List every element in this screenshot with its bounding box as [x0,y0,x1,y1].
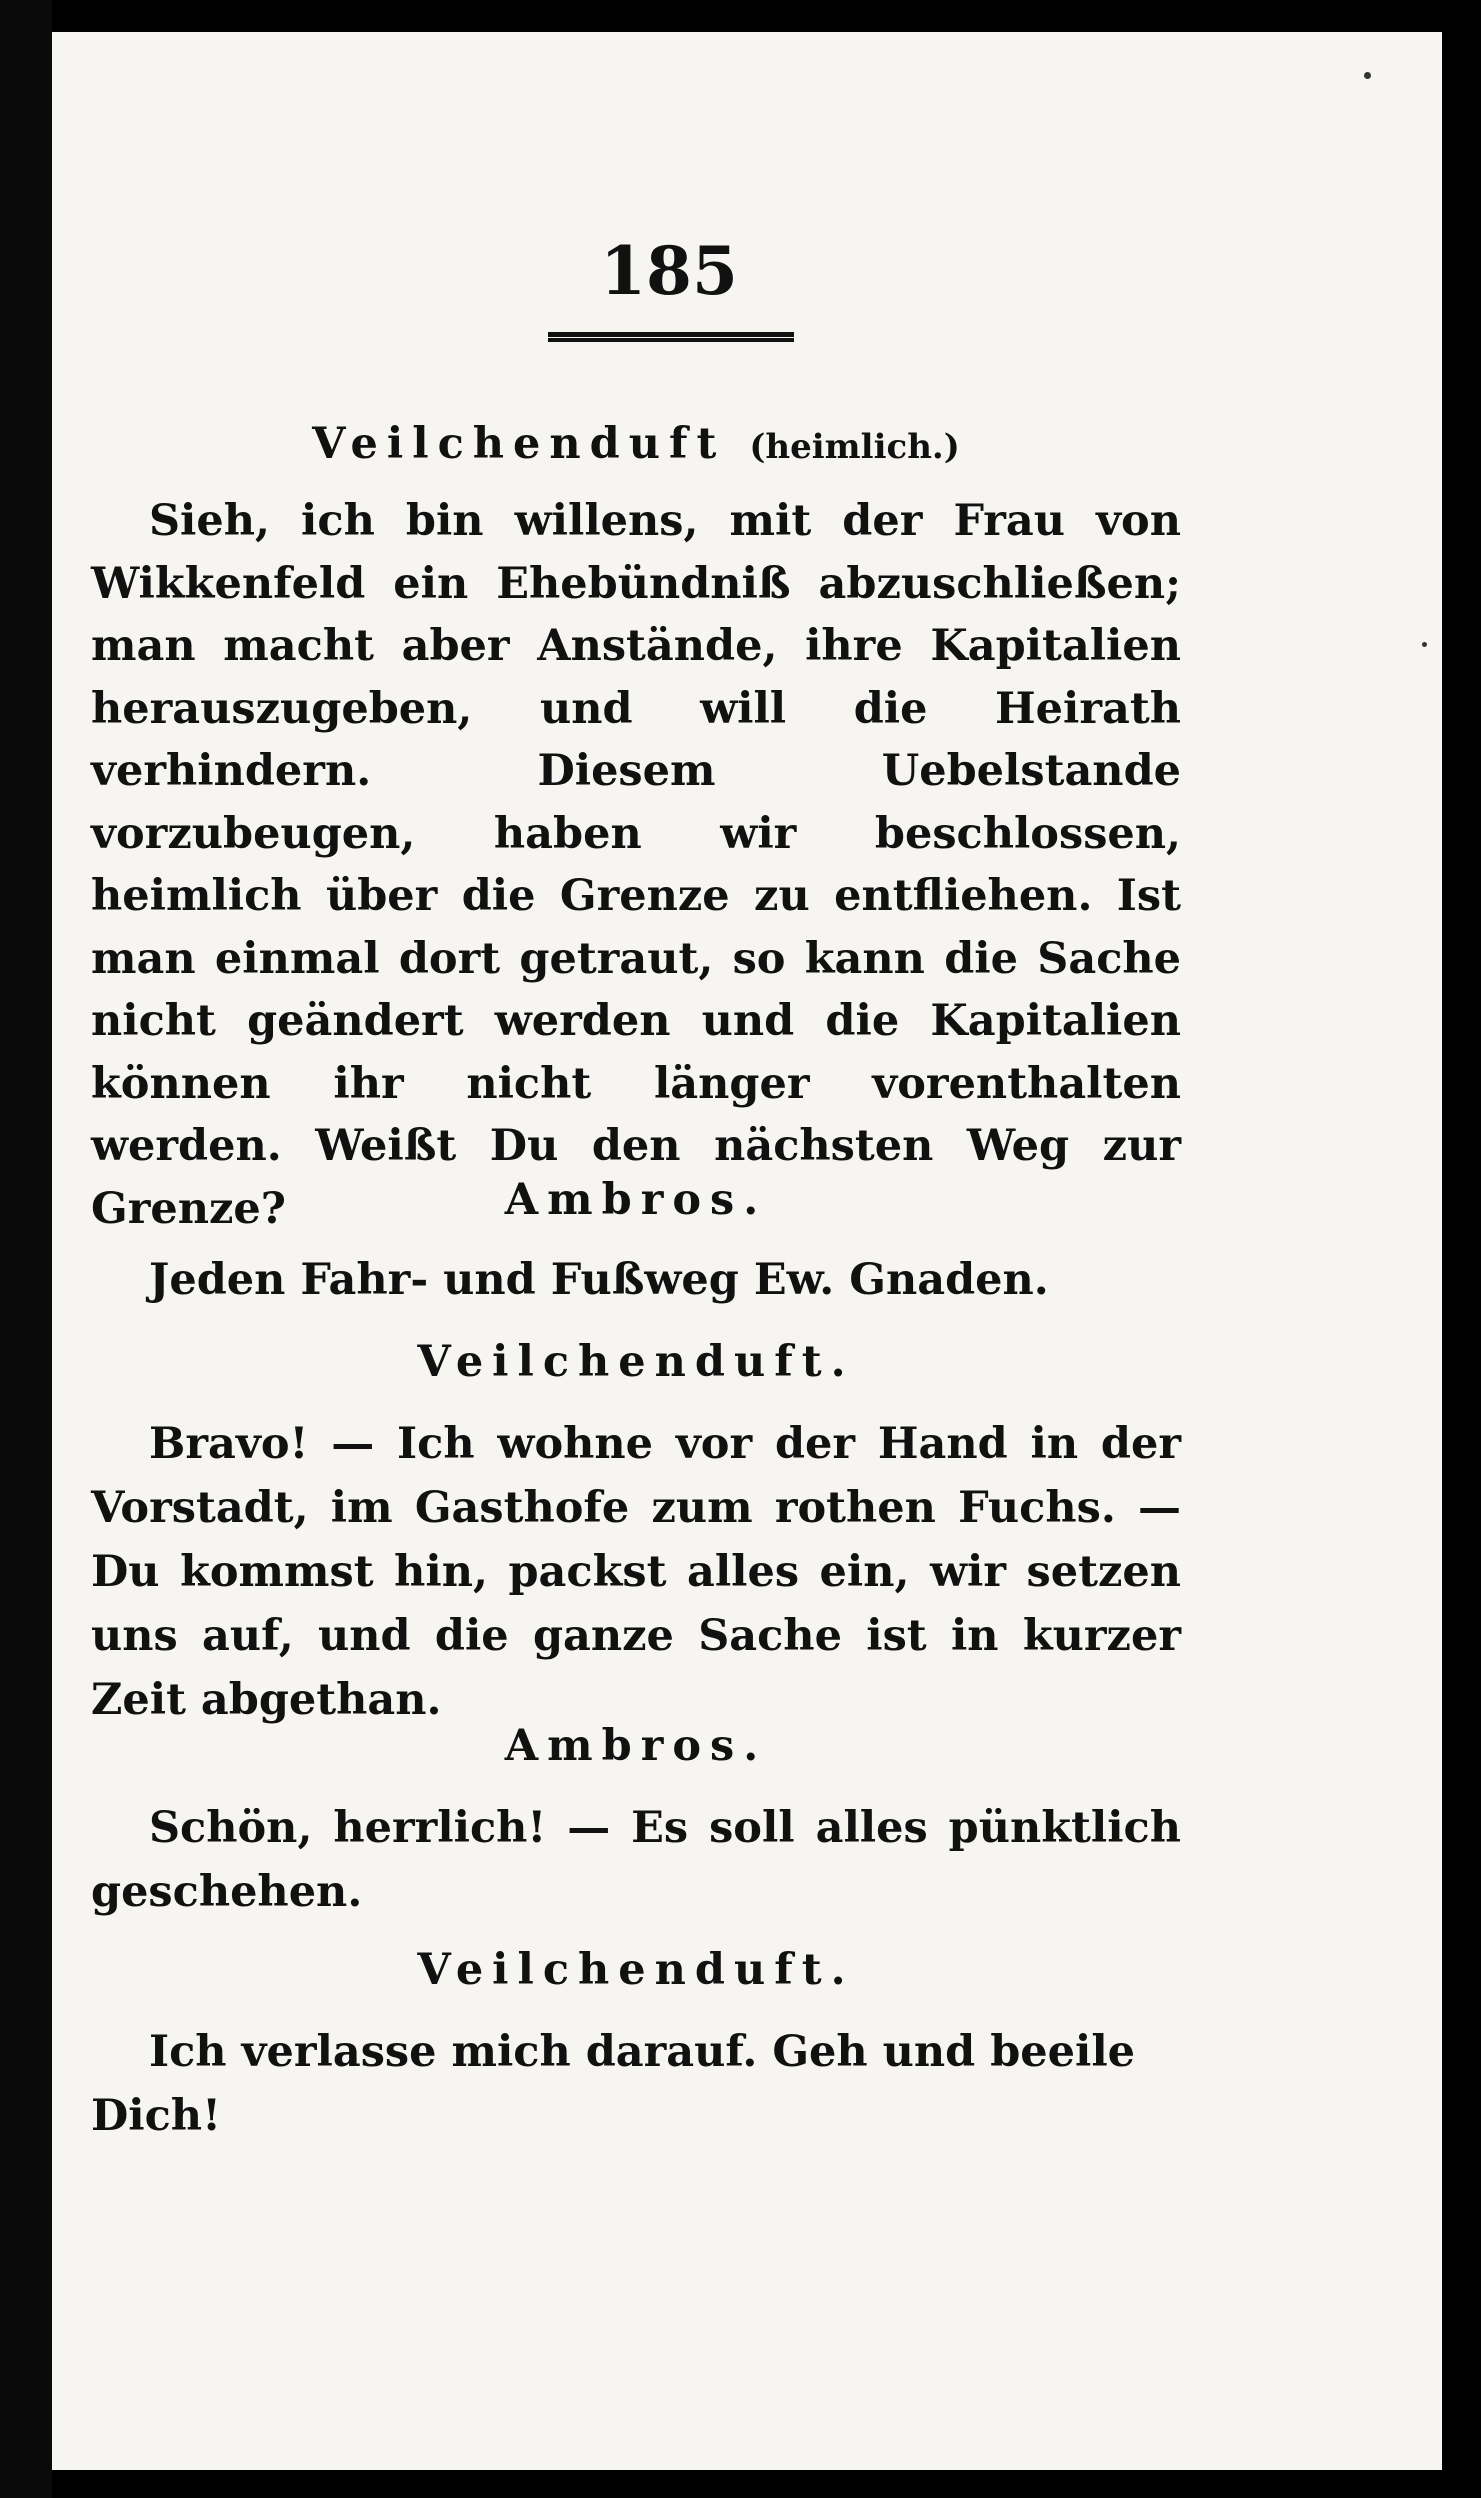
dialogue-paragraph: Jeden Fahr- und Fußweg Ew. Gnaden. [149,1255,1049,1305]
dialogue-paragraph: Ich verlasse mich darauf. Geh und beeile Dich! [91,2027,1136,2141]
dialogue-paragraph: Schön, herrlich! — Es soll alles pünktlich geschehen. [91,1803,1181,1917]
dialogue-paragraph: Sieh, ich bin willens, mit der Frau von Wikkenfeld ein Ehebündniß abzuschließen; man macht aber Anstände, ihre Kapitalien herauszugeben, und will die Heirath verhindern. Diesem Uebelstande vorzubeugen, haben wir beschlossen, heimlich über die Grenze zu entfliehen. Ist man einmal dort getraut, so kann die Sache nicht geändert werden und die Kapitalien können ihr nicht länger vorenthalten werden. Weißt Du den nächsten Weg zur Grenze? [91,496,1181,1234]
speaker-heading [91,412,1181,479]
scan-speck [1364,72,1371,79]
speaker-name: Veilchenduft [312,419,726,469]
stage-direction: (heimlich.) [749,427,960,467]
speaker-heading: Ambros. [504,1721,768,1771]
page-number: 185 [600,232,738,310]
header-rule [548,332,794,342]
dialogue-paragraph: Bravo! — Ich wohne vor der Hand in der Vorstadt, im Gasthofe zum rothen Fuchs. — Du kommst hin, packst alles ein, wir setzen uns auf, und die ganze Sache ist in kurzer Zeit abgethan. [91,1419,1181,1725]
scan-speck [1422,642,1427,647]
scan-left-edge [0,0,52,2498]
speaker-heading: Ambros. [504,1175,768,1225]
speaker-heading: Veilchenduft. [417,1337,855,1387]
speaker-heading: Veilchenduft. [417,1945,855,1995]
